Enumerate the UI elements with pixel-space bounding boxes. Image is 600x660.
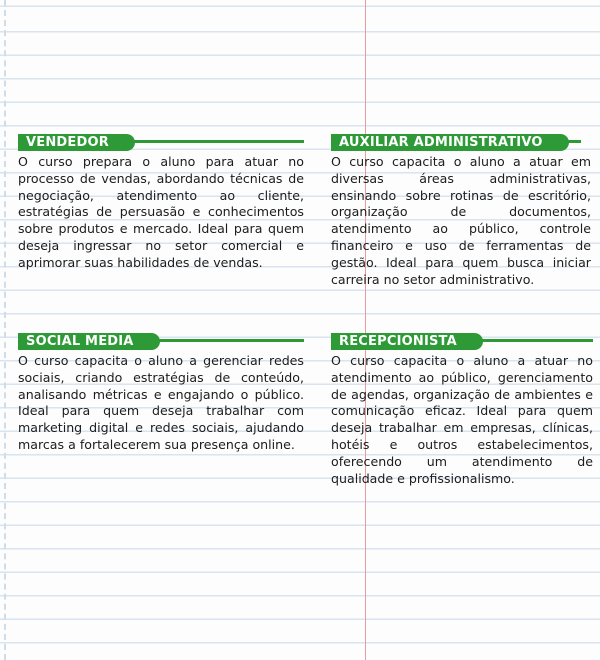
course-description-social-media: O curso capacita o aluno a gerenciar redes sociais, criando estratégias de conteúdo, analisando métricas e engajando o público. Ideal para quem deseja trabalhar com marketing digital e redes sociais, ajudando marcas a fortalecerem sua presença online. <box>18 353 304 452</box>
course-description-vendedor: O curso prepara o aluno para atuar no processo de vendas, abordando técnicas de negociação, atendimento ao cliente, estratégias de persuasão e conhecimentos sobre produtos e mercado. Ideal para quem deseja ingressar no setor comercial e aprimorar suas habilidades de vendas. <box>18 154 304 270</box>
course-title-vendedor: VENDEDOR <box>18 134 135 151</box>
course-title-social-media: SOCIAL MEDIA <box>18 333 160 350</box>
course-card-vendedor <box>18 133 304 272</box>
notebook-left-margin <box>4 0 6 660</box>
course-card-social-media <box>18 332 304 454</box>
course-description-auxiliar-administrativo: O curso capacita o aluno a atuar em diversas áreas administrativas, ensinando sobre rotinas de escritório, organização de documentos, atendimento ao público, controle financeiro e uso de ferramentas de gestão. Ideal para quem busca iniciar carreira no setor administrativo. <box>331 154 591 287</box>
course-title-recepcionista: RECEPCIONISTA <box>331 333 483 350</box>
course-card-recepcionista <box>331 332 593 487</box>
course-title-auxiliar-administrativo: AUXILIAR ADMINISTRATIVO <box>331 134 569 151</box>
course-card-auxiliar-administrativo <box>331 133 591 288</box>
course-description-recepcionista: O curso capacita o aluno a atuar no atendimento ao público, gerenciamento de agendas, organização de ambientes e comunicação eficaz. Ideal para quem deseja trabalhar em empresas, clínicas, hotéis e outros estabelecimentos, oferecendo um atendimento de qualidade e profissionalismo. <box>331 353 593 486</box>
notebook-red-margin-line <box>365 0 366 660</box>
